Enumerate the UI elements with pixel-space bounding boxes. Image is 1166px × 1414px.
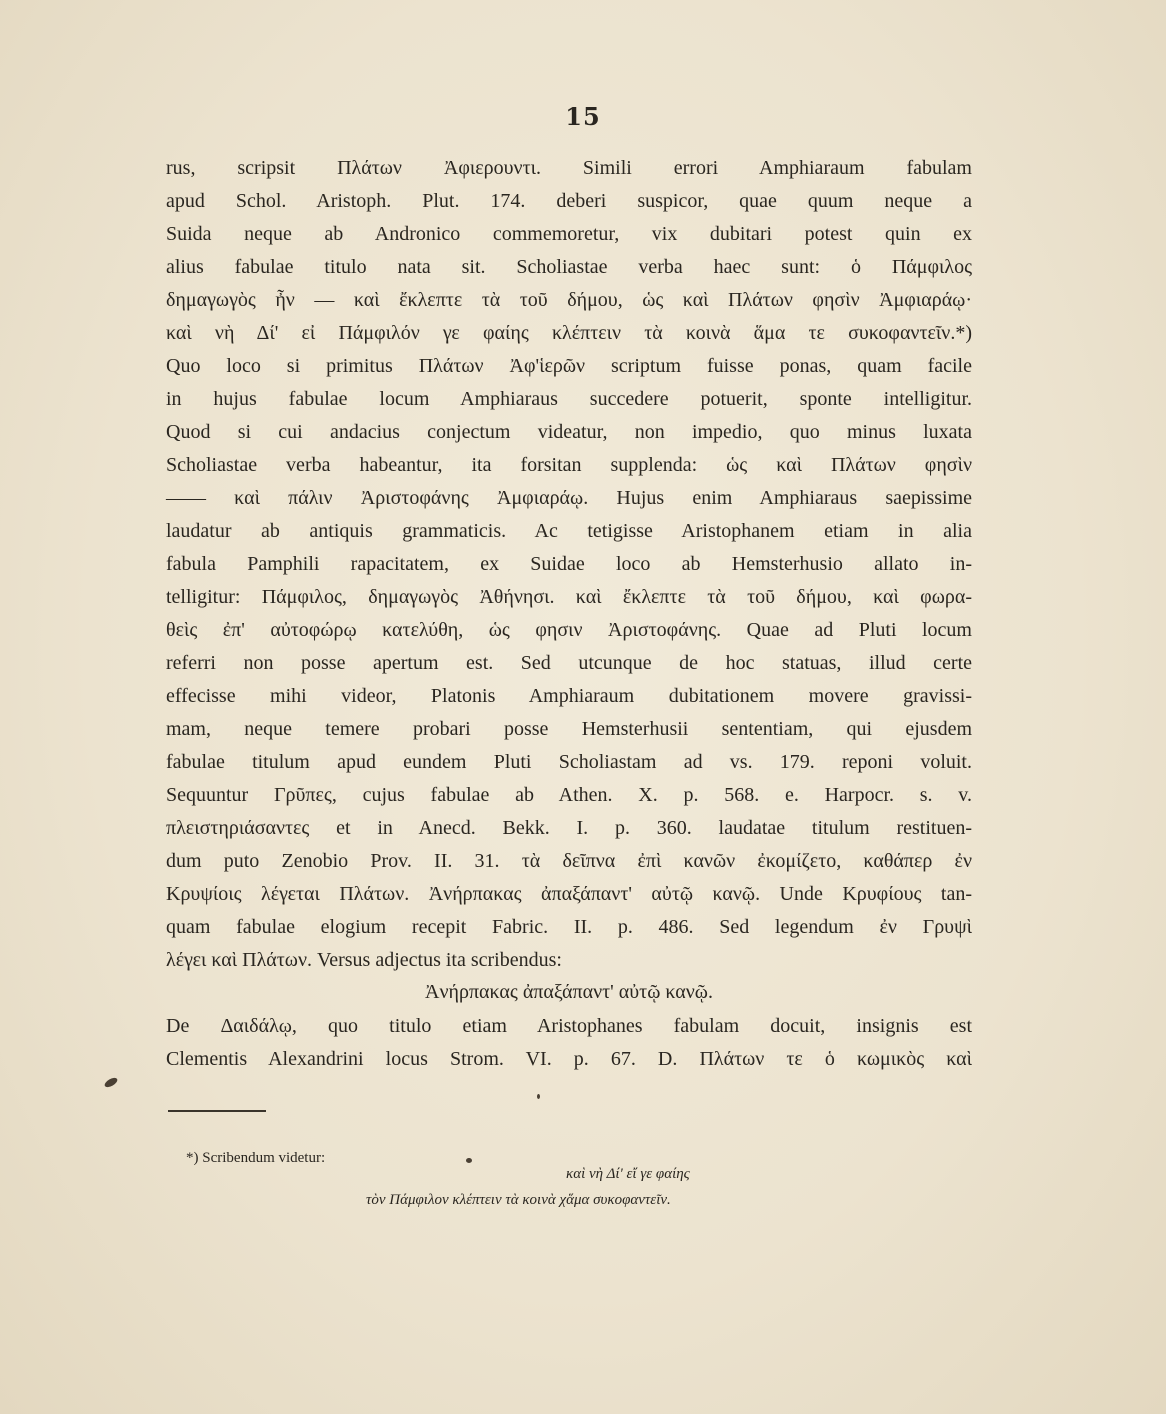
text-line: dum puto Zenobio Prov. II. 31. τὰ δεῖπνα ἐπὶ κανῶν ἐκομίζετο, καθάπερ ἐν (166, 850, 972, 872)
text-line: θεὶς ἐπ' αὐτοφώρῳ κατελύθη, ὡς φησιν Ἀριστοφάνης. Quae ad Pluti locum (166, 619, 972, 641)
text-line: Clementis Alexandrini locus Strom. VI. p. 67. D. Πλάτων τε ὁ κωμικὸς καὶ (166, 1048, 972, 1070)
text-line: fabula Pamphili rapacitatem, ex Suidae loco ab Hemsterhusio allato in- (166, 553, 972, 575)
footnote-verse-2: τὸν Πάμφιλον κλέπτειν τὰ κοινὰ χἅμα συκοφαντεῖν. (366, 1192, 671, 1208)
text-line: δημαγωγὸς ἦν — καὶ ἔκλεπτε τὰ τοῦ δήμου, ὡς καὶ Πλάτων φησὶν Ἀμφιαράῳ· (166, 289, 972, 311)
text-line: Quo loco si primitus Πλάτων Ἀφ'ἱερῶν scriptum fuisse ponas, quam facile (166, 355, 972, 377)
text-line: laudatur ab antiquis grammaticis. Ac tetigisse Aristophanem etiam in alia (166, 520, 972, 542)
text-line: effecisse mihi videor, Platonis Amphiaraum dubitationem movere gravissi- (166, 685, 972, 707)
text-line: referri non posse apertum est. Sed utcunque de hoc statuas, illud certe (166, 652, 972, 674)
text-line: De Δαιδάλῳ, quo titulo etiam Aristophanes fabulam docuit, insignis est (166, 1015, 972, 1037)
text-line: Quod si cui andacius conjectum videatur, non impedio, quo minus luxata (166, 421, 972, 443)
page-number: 15 (565, 102, 601, 131)
text-line: λέγει καὶ Πλάτων. Versus adjectus ita scribendus: (166, 949, 562, 971)
footnote-divider (168, 1110, 266, 1112)
text-line: apud Schol. Aristoph. Plut. 174. deberi suspicor, quae quum neque a (166, 190, 972, 212)
text-line: Sequuntur Γρῦπες, cujus fabulae ab Athen. X. p. 568. e. Harpocr. s. v. (166, 784, 972, 806)
ink-speck (537, 1094, 540, 1099)
text-line: Κρυψίοις λέγεται Πλάτων. Ἀνήρπακας ἀπαξάπαντ' αὐτῷ κανῷ. Unde Κρυφίους tan- (166, 883, 972, 905)
verse-line: Ἀνήρπακας ἀπαξάπαντ' αὐτῷ κανῷ. (425, 981, 713, 1003)
text-line: fabulae titulum apud eundem Pluti Scholiastam ad vs. 179. reponi voluit. (166, 751, 972, 773)
text-line: alius fabulae titulo nata sit. Scholiastae verba haec sunt: ὁ Πάμφιλος (166, 256, 972, 278)
text-line: Scholiastae verba habeantur, ita forsitan supplenda: ὡς καὶ Πλάτων φησὶν (166, 454, 972, 476)
text-line: Suida neque ab Andronico commemoretur, vix dubitari potest quin ex (166, 223, 972, 245)
footnote-label: *) Scribendum videtur: (186, 1150, 326, 1166)
text-line: in hujus fabulae locum Amphiaraus succedere potuerit, sponte intelligitur. (166, 388, 972, 410)
text-line: mam, neque temere probari posse Hemsterhusii sententiam, qui ejusdem (166, 718, 972, 740)
ink-speck (466, 1158, 472, 1163)
text-line: καὶ νὴ Δί' εἰ Πάμφιλόν γε φαίης κλέπτειν τὰ κοινὰ ἅμα τε συκοφαντεῖν.*) (166, 322, 972, 344)
footnote-verse-1: καὶ νὴ Δί' εἴ γε φαίης (566, 1166, 690, 1182)
text-line: rus, scripsit Πλάτων Ἀφιερουντι. Simili errori Amphiaraum fabulam (166, 157, 972, 179)
text-line: quam fabulae elogium recepit Fabric. II. p. 486. Sed legendum ἐν Γρυψὶ (166, 916, 972, 938)
text-line: πλειστηριάσαντες et in Anecd. Bekk. I. p. 360. laudatae titulum restituen- (166, 817, 972, 839)
ink-blot (103, 1076, 119, 1089)
text-line: —— καὶ πάλιν Ἀριστοφάνης Ἀμφιαράῳ. Hujus enim Amphiaraus saepissime (166, 487, 972, 509)
text-line: telligitur: Πάμφιλος, δημαγωγὸς Ἀθήνησι. καὶ ἔκλεπτε τὰ τοῦ δήμου, καὶ φωρα- (166, 586, 972, 608)
